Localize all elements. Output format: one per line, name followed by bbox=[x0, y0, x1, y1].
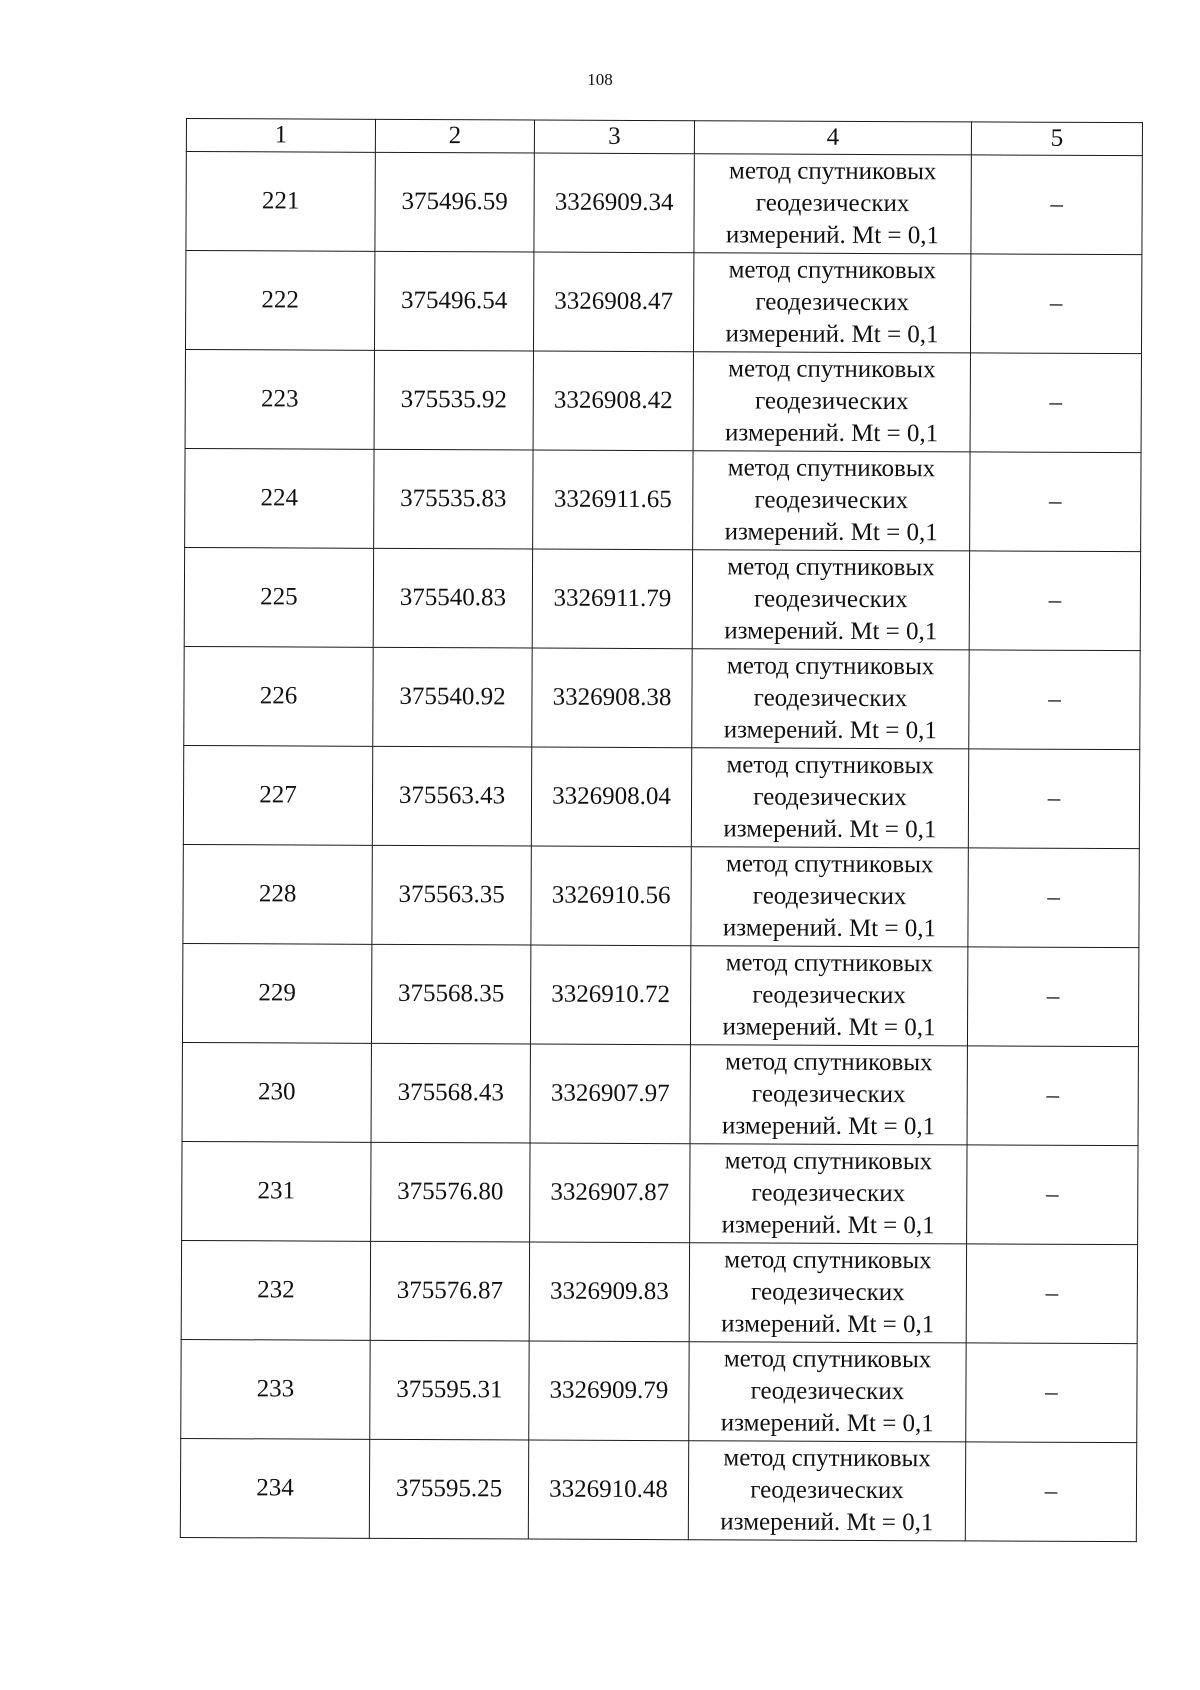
column-header: 5 bbox=[971, 122, 1142, 156]
column-header: 3 bbox=[534, 120, 694, 154]
method-line: измерений. Mt = 0,1 bbox=[725, 221, 940, 250]
method-line: метод спутниковых bbox=[724, 1147, 933, 1176]
y-coordinate-cell: 3326907.87 bbox=[530, 1143, 690, 1243]
x-coordinate-cell: 375540.92 bbox=[373, 647, 532, 747]
method-cell bbox=[693, 352, 970, 452]
note-cell: – bbox=[971, 155, 1142, 255]
table-row bbox=[182, 1141, 1138, 1244]
method-line: метод спутниковых bbox=[725, 850, 934, 879]
method-cell bbox=[689, 1342, 966, 1442]
y-coordinate-cell: 3326907.97 bbox=[530, 1044, 690, 1144]
point-number-cell: 225 bbox=[184, 547, 373, 647]
table-row bbox=[186, 152, 1142, 255]
table-row bbox=[181, 1339, 1137, 1442]
method-line: измерений. Mt = 0,1 bbox=[722, 1013, 936, 1042]
method-line: геодезических bbox=[754, 486, 909, 515]
method-line: геодезических bbox=[753, 684, 908, 713]
method-line: метод спутниковых bbox=[724, 1246, 932, 1275]
point-number-cell: 231 bbox=[182, 1141, 371, 1241]
method-cell bbox=[689, 1243, 966, 1343]
point-number-cell: 223 bbox=[185, 349, 374, 449]
note-cell: – bbox=[967, 947, 1138, 1047]
method-line: метод спутниковых bbox=[726, 751, 934, 780]
method-line: метод спутниковых bbox=[729, 157, 937, 186]
method-line: измерений. Mt = 0,1 bbox=[725, 419, 939, 448]
y-coordinate-cell: 3326911.65 bbox=[533, 450, 693, 550]
method-cell bbox=[693, 451, 970, 551]
method-cell bbox=[690, 1045, 967, 1145]
method-line: метод спутниковых bbox=[723, 1444, 931, 1473]
method-line: метод спутниковых bbox=[723, 1345, 932, 1374]
note-cell: – bbox=[970, 452, 1141, 552]
point-number-cell: 226 bbox=[184, 646, 373, 746]
table-row bbox=[182, 943, 1138, 1046]
x-coordinate-cell: 375576.80 bbox=[371, 1142, 530, 1242]
method-line: геодезических bbox=[755, 288, 910, 317]
method-cell bbox=[691, 748, 968, 848]
point-number-cell: 233 bbox=[181, 1339, 370, 1439]
method-line: измерений. Mt = 0,1 bbox=[720, 1508, 934, 1537]
method-line: измерений. Mt = 0,1 bbox=[725, 320, 939, 349]
method-line: геодезических bbox=[751, 1080, 906, 1109]
column-header: 1 bbox=[186, 119, 375, 153]
method-line: геодезических bbox=[750, 1377, 905, 1406]
y-coordinate-cell: 3326908.38 bbox=[532, 648, 692, 748]
x-coordinate-cell: 375595.25 bbox=[369, 1439, 528, 1539]
x-coordinate-cell: 375563.35 bbox=[372, 845, 531, 945]
method-cell bbox=[692, 649, 969, 749]
table-body bbox=[180, 119, 1142, 1542]
note-cell: – bbox=[969, 650, 1140, 750]
point-number-cell: 232 bbox=[181, 1240, 370, 1340]
x-coordinate-cell: 375576.87 bbox=[370, 1241, 529, 1341]
table-row bbox=[184, 547, 1140, 650]
method-line: геодезических bbox=[752, 882, 907, 911]
method-cell bbox=[693, 253, 970, 353]
table-row bbox=[185, 448, 1141, 551]
method-line: измерений. Mt = 0,1 bbox=[721, 1211, 935, 1240]
table-row bbox=[181, 1240, 1137, 1343]
method-line: геодезических bbox=[751, 1278, 905, 1307]
column-header: 2 bbox=[375, 119, 534, 153]
method-line: измерений. Mt = 0,1 bbox=[724, 617, 938, 646]
y-coordinate-cell: 3326910.56 bbox=[531, 846, 691, 946]
x-coordinate-cell: 375568.35 bbox=[371, 944, 530, 1044]
x-coordinate-cell: 375535.83 bbox=[374, 449, 533, 549]
x-coordinate-cell: 375595.31 bbox=[370, 1340, 529, 1440]
point-number-cell: 227 bbox=[183, 745, 372, 845]
x-coordinate-cell: 375496.59 bbox=[375, 152, 534, 252]
method-line: метод спутниковых bbox=[727, 553, 935, 582]
method-line: метод спутниковых bbox=[727, 454, 936, 483]
y-coordinate-cell: 3326909.83 bbox=[529, 1242, 689, 1342]
method-line: измерений. Mt = 0,1 bbox=[721, 1310, 935, 1339]
table-row bbox=[183, 745, 1139, 848]
method-line: метод спутниковых bbox=[726, 652, 935, 681]
y-coordinate-cell: 3326910.48 bbox=[528, 1440, 688, 1540]
method-line: геодезических bbox=[751, 1179, 906, 1208]
column-header: 4 bbox=[694, 121, 971, 155]
table-row bbox=[182, 1042, 1138, 1145]
table-row bbox=[185, 349, 1141, 452]
point-number-cell: 229 bbox=[182, 943, 371, 1043]
y-coordinate-cell: 3326909.34 bbox=[534, 153, 694, 253]
method-line: геодезических bbox=[753, 783, 907, 812]
method-line: геодезических bbox=[754, 585, 908, 614]
method-cell bbox=[694, 154, 971, 254]
y-coordinate-cell: 3326910.72 bbox=[530, 945, 690, 1045]
page-number: 108 bbox=[587, 70, 613, 89]
note-cell: – bbox=[968, 749, 1139, 849]
method-line: метод спутниковых bbox=[728, 256, 937, 285]
method-line: измерений. Mt = 0,1 bbox=[723, 815, 937, 844]
table-row bbox=[183, 844, 1139, 947]
y-coordinate-cell: 3326909.79 bbox=[529, 1341, 689, 1441]
method-line: метод спутниковых bbox=[728, 355, 936, 384]
point-number-cell: 228 bbox=[183, 844, 372, 944]
y-coordinate-cell: 3326908.42 bbox=[533, 351, 693, 451]
y-coordinate-cell: 3326911.79 bbox=[532, 549, 692, 649]
x-coordinate-cell: 375540.83 bbox=[373, 548, 532, 648]
method-line: измерений. Mt = 0,1 bbox=[720, 1409, 934, 1438]
method-line: геодезических bbox=[752, 981, 907, 1010]
note-cell: – bbox=[969, 551, 1140, 651]
coordinates-table bbox=[180, 118, 1143, 1542]
method-line: измерений. Mt = 0,1 bbox=[724, 518, 938, 547]
method-line: измерений. Mt = 0,1 bbox=[722, 914, 937, 943]
note-cell: – bbox=[967, 1145, 1138, 1245]
point-number-cell: 234 bbox=[180, 1438, 369, 1538]
method-cell bbox=[688, 1441, 965, 1541]
point-number-cell: 222 bbox=[185, 251, 374, 351]
table-row bbox=[180, 1438, 1136, 1541]
y-coordinate-cell: 3326908.04 bbox=[531, 747, 691, 847]
method-cell bbox=[690, 1144, 967, 1244]
method-cell bbox=[691, 847, 968, 947]
y-coordinate-cell: 3326908.47 bbox=[533, 252, 693, 352]
method-line: геодезических bbox=[754, 387, 909, 416]
note-cell: – bbox=[965, 1442, 1136, 1542]
note-cell: – bbox=[967, 1046, 1138, 1146]
method-line: геодезических bbox=[755, 189, 910, 218]
note-cell: – bbox=[970, 353, 1141, 453]
point-number-cell: 230 bbox=[182, 1042, 371, 1142]
method-cell bbox=[690, 946, 967, 1046]
x-coordinate-cell: 375563.43 bbox=[372, 746, 531, 846]
x-coordinate-cell: 375496.54 bbox=[374, 251, 533, 351]
x-coordinate-cell: 375568.43 bbox=[371, 1043, 530, 1143]
x-coordinate-cell: 375535.92 bbox=[374, 350, 533, 450]
note-cell: – bbox=[966, 1343, 1137, 1443]
note-cell: – bbox=[968, 848, 1139, 948]
method-cell bbox=[692, 550, 969, 650]
point-number-cell: 224 bbox=[185, 448, 374, 548]
method-line: метод спутниковых bbox=[725, 1048, 933, 1077]
header-row bbox=[186, 119, 1142, 156]
table-row bbox=[184, 646, 1140, 749]
method-line: измерений. Mt = 0,1 bbox=[722, 1112, 936, 1141]
method-line: геодезических bbox=[750, 1476, 904, 1505]
table-row bbox=[185, 251, 1141, 354]
method-line: измерений. Mt = 0,1 bbox=[723, 716, 937, 745]
note-cell: – bbox=[970, 254, 1141, 354]
method-line: метод спутниковых bbox=[725, 949, 934, 978]
point-number-cell: 221 bbox=[186, 152, 375, 252]
note-cell: – bbox=[966, 1244, 1137, 1344]
